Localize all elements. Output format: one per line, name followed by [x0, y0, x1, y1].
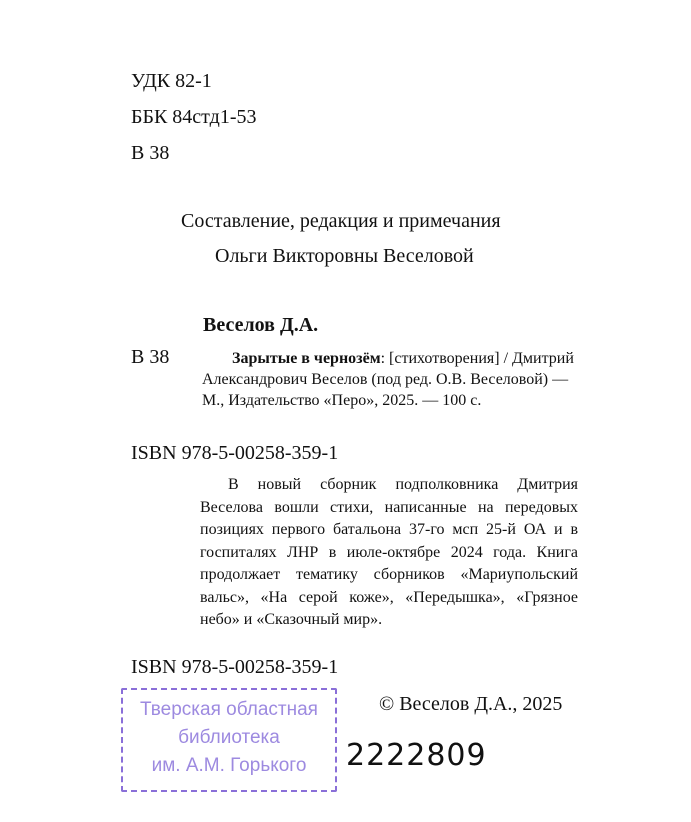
- annotation-paragraph: В новый сборник подполковника Дмитрия Веселова вошли стихи, написанные на передовых позициях первого батальона 37-го мсп 25-й ОА и в госпиталях ЛНР в июле-октябре 2024 года. Книга продолжает тематику сборников «Мариупольский вальс», «На серой коже», «Передышка», «Грязное небо» и «Сказочный мир».: [200, 476, 578, 628]
- stamp-line-2: библиотека: [178, 727, 280, 748]
- compiler-line-1: Составление, редакция и примечания: [181, 210, 501, 232]
- isbn-bottom: ISBN 978-5-00258-359-1: [131, 656, 339, 678]
- stamp-line-1: Тверская областная: [140, 699, 318, 720]
- handwritten-inventory-number: 2222809: [346, 738, 487, 773]
- entry-code: В 38: [131, 346, 170, 368]
- udk-code: УДК 82-1: [131, 70, 212, 92]
- library-stamp: [121, 688, 337, 792]
- entry-author: Веселов Д.А.: [203, 314, 319, 336]
- author-code: В 38: [131, 142, 170, 164]
- bbk-code: ББК 84стд1-53: [131, 106, 257, 128]
- isbn-top: ISBN 978-5-00258-359-1: [131, 442, 339, 464]
- entry-description: : [стихотворения] / Дмитрий Александрович Веселов (под ред. О.В. Веселовой) — М., Издательство «Перо», 2025. — 100 с.: [202, 350, 574, 409]
- entry-title: Зарытые в чернозём: [232, 350, 381, 367]
- bibliographic-entry: [202, 348, 580, 411]
- stamp-line-3: им. А.М. Горького: [151, 755, 307, 776]
- copyright: © Веселов Д.А., 2025: [379, 693, 563, 715]
- compiler-line-2: Ольги Викторовны Веселовой: [215, 245, 474, 267]
